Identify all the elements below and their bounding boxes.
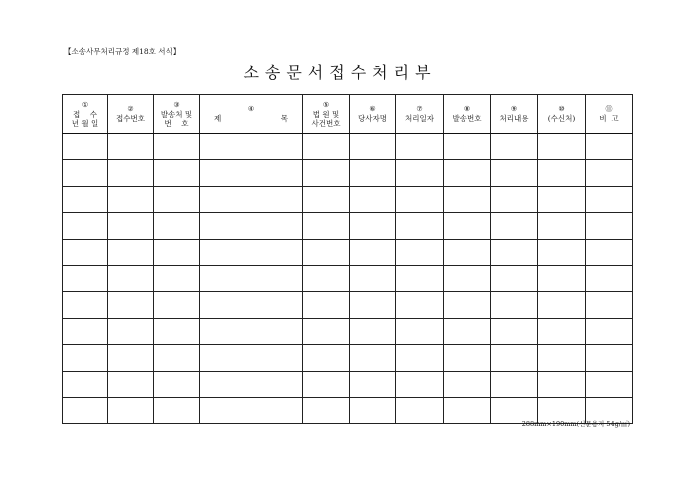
table-cell[interactable] xyxy=(538,318,586,344)
table-cell[interactable] xyxy=(200,397,303,423)
table-cell[interactable] xyxy=(200,371,303,397)
col-label: 법 원 및 사건번호 xyxy=(311,109,341,128)
table-cell[interactable] xyxy=(491,160,538,186)
table-cell[interactable] xyxy=(154,318,200,344)
col-number: ⑩ xyxy=(558,105,565,113)
table-cell[interactable] xyxy=(154,265,200,291)
col-header-subject xyxy=(200,95,303,134)
table-cell[interactable] xyxy=(444,213,491,239)
table-cell[interactable] xyxy=(200,292,303,318)
table-cell[interactable] xyxy=(63,397,108,423)
col-number: ⑤ xyxy=(322,100,330,109)
table-cell[interactable] xyxy=(444,318,491,344)
ledger-body xyxy=(63,134,633,424)
table-cell[interactable] xyxy=(154,186,200,212)
table-cell[interactable] xyxy=(491,345,538,371)
table-cell[interactable] xyxy=(538,292,586,318)
table-cell[interactable] xyxy=(491,318,538,344)
table-cell[interactable] xyxy=(444,160,491,186)
col-number: ⑪ xyxy=(605,105,613,113)
table-cell[interactable] xyxy=(350,186,396,212)
col-label: 처리일자 xyxy=(405,114,434,123)
table-cell[interactable] xyxy=(586,186,633,212)
table-cell[interactable] xyxy=(491,371,538,397)
table-cell[interactable] xyxy=(303,371,350,397)
col-header-receipt-number xyxy=(108,95,154,134)
table-cell[interactable] xyxy=(200,265,303,291)
table-cell[interactable] xyxy=(444,345,491,371)
table-cell[interactable] xyxy=(396,265,444,291)
table-cell[interactable] xyxy=(108,239,154,265)
table-cell[interactable] xyxy=(538,160,586,186)
table-cell[interactable] xyxy=(538,213,586,239)
table-cell[interactable] xyxy=(586,134,633,160)
col-number: ⑧ xyxy=(463,105,471,113)
table-cell[interactable] xyxy=(303,318,350,344)
col-number: ⑥ xyxy=(369,105,376,113)
col-number: ⑦ xyxy=(416,105,423,113)
table-cell[interactable] xyxy=(303,345,350,371)
form-number-label: 【소송사무처리규정 제18호 서식】 xyxy=(64,47,181,56)
table-cell[interactable] xyxy=(350,134,396,160)
table-cell[interactable] xyxy=(586,371,633,397)
table-cell[interactable] xyxy=(350,213,396,239)
table-cell[interactable] xyxy=(303,186,350,212)
col-number: ① xyxy=(81,100,89,109)
col-number: ④ xyxy=(247,105,255,113)
table-cell[interactable] xyxy=(303,213,350,239)
table-row xyxy=(63,371,633,397)
table-cell[interactable] xyxy=(63,239,108,265)
col-header-sender xyxy=(154,95,200,134)
table-cell[interactable] xyxy=(396,397,444,423)
table-cell[interactable] xyxy=(491,292,538,318)
table-cell[interactable] xyxy=(63,345,108,371)
document-title: 소송문서접수처리부 xyxy=(243,63,437,82)
table-cell[interactable] xyxy=(200,213,303,239)
table-cell[interactable] xyxy=(154,371,200,397)
col-header-recipient xyxy=(538,95,586,134)
table-cell[interactable] xyxy=(586,345,633,371)
table-row xyxy=(63,239,633,265)
col-label: (수신처) xyxy=(547,114,576,123)
header-row xyxy=(63,95,633,134)
table-cell[interactable] xyxy=(396,292,444,318)
table-cell[interactable] xyxy=(396,213,444,239)
table-cell[interactable] xyxy=(200,345,303,371)
table-cell[interactable] xyxy=(303,239,350,265)
table-cell[interactable] xyxy=(396,345,444,371)
table-cell[interactable] xyxy=(303,160,350,186)
col-header-court-case xyxy=(303,95,350,134)
table-row xyxy=(63,213,633,239)
table-cell[interactable] xyxy=(63,213,108,239)
table-row xyxy=(63,292,633,318)
table-cell[interactable] xyxy=(396,239,444,265)
table-cell[interactable] xyxy=(63,371,108,397)
col-label: 접수번호 xyxy=(116,114,145,123)
col-header-remarks xyxy=(586,95,633,134)
table-cell[interactable] xyxy=(154,134,200,160)
table-cell[interactable] xyxy=(396,186,444,212)
col-header-processing-details xyxy=(491,95,538,134)
table-cell[interactable] xyxy=(154,239,200,265)
table-cell[interactable] xyxy=(108,160,154,186)
table-cell[interactable] xyxy=(350,292,396,318)
table-cell[interactable] xyxy=(396,160,444,186)
table-cell[interactable] xyxy=(63,186,108,212)
table-cell[interactable] xyxy=(108,397,154,423)
table-cell[interactable] xyxy=(108,371,154,397)
col-number: ② xyxy=(127,105,134,113)
table-cell[interactable] xyxy=(154,213,200,239)
table-cell[interactable] xyxy=(350,397,396,423)
table-row xyxy=(63,160,633,186)
table-cell[interactable] xyxy=(108,186,154,212)
col-label-part: 제 xyxy=(214,114,222,123)
table-cell[interactable] xyxy=(200,160,303,186)
table-cell[interactable] xyxy=(491,239,538,265)
table-cell[interactable] xyxy=(154,397,200,423)
paper-spec-note: 288mm×190mm(신문용지 54g/㎡) xyxy=(521,420,630,428)
table-cell[interactable] xyxy=(108,292,154,318)
table-cell[interactable] xyxy=(396,318,444,344)
table-cell[interactable] xyxy=(538,371,586,397)
ledger-table xyxy=(62,94,633,424)
table-cell[interactable] xyxy=(108,318,154,344)
table-cell[interactable] xyxy=(444,134,491,160)
col-header-processing-date xyxy=(396,95,444,134)
col-label: 당사자명 xyxy=(358,114,387,123)
table-cell[interactable] xyxy=(154,292,200,318)
table-cell[interactable] xyxy=(538,345,586,371)
table-cell[interactable] xyxy=(586,318,633,344)
table-cell[interactable] xyxy=(444,371,491,397)
table-cell[interactable] xyxy=(586,265,633,291)
table-row xyxy=(63,345,633,371)
table-cell[interactable] xyxy=(63,292,108,318)
table-cell[interactable] xyxy=(63,134,108,160)
table-cell[interactable] xyxy=(491,265,538,291)
table-cell[interactable] xyxy=(350,318,396,344)
table-row xyxy=(63,134,633,160)
table-cell[interactable] xyxy=(303,265,350,291)
table-cell[interactable] xyxy=(200,186,303,212)
table-cell[interactable] xyxy=(538,186,586,212)
table-cell[interactable] xyxy=(444,397,491,423)
table-cell[interactable] xyxy=(350,345,396,371)
table-cell[interactable] xyxy=(200,239,303,265)
table-cell[interactable] xyxy=(586,239,633,265)
table-cell[interactable] xyxy=(108,134,154,160)
table-cell[interactable] xyxy=(444,265,491,291)
table-cell[interactable] xyxy=(350,265,396,291)
table-cell[interactable] xyxy=(491,186,538,212)
table-cell[interactable] xyxy=(538,239,586,265)
table-cell[interactable] xyxy=(491,213,538,239)
table-cell[interactable] xyxy=(586,292,633,318)
table-cell[interactable] xyxy=(63,160,108,186)
table-cell[interactable] xyxy=(444,292,491,318)
table-cell[interactable] xyxy=(303,292,350,318)
col-label: 접 수 년 월 일 xyxy=(71,109,99,128)
table-cell[interactable] xyxy=(538,265,586,291)
table-cell[interactable] xyxy=(350,160,396,186)
table-cell[interactable] xyxy=(154,345,200,371)
table-cell[interactable] xyxy=(108,345,154,371)
table-cell[interactable] xyxy=(350,371,396,397)
table-cell[interactable] xyxy=(63,265,108,291)
col-header-party-name xyxy=(350,95,396,134)
col-header-dispatch-number xyxy=(444,95,491,134)
table-cell[interactable] xyxy=(444,186,491,212)
table-cell[interactable] xyxy=(200,134,303,160)
col-label-part: 목 xyxy=(280,114,288,123)
table-cell[interactable] xyxy=(444,239,491,265)
table-cell[interactable] xyxy=(538,134,586,160)
table-cell[interactable] xyxy=(491,134,538,160)
table-cell[interactable] xyxy=(303,134,350,160)
table-cell[interactable] xyxy=(586,213,633,239)
table-cell[interactable] xyxy=(303,397,350,423)
table-cell[interactable] xyxy=(396,134,444,160)
table-cell[interactable] xyxy=(586,160,633,186)
table-row xyxy=(63,265,633,291)
table-cell[interactable] xyxy=(108,213,154,239)
col-label: 발송처 및 번 호 xyxy=(160,109,193,128)
col-header-receipt-date xyxy=(63,95,108,134)
col-label: 비 고 xyxy=(599,114,619,123)
table-cell[interactable] xyxy=(108,265,154,291)
col-number: ⑨ xyxy=(510,105,518,113)
table-row xyxy=(63,318,633,344)
col-label: 처리내용 xyxy=(499,114,529,123)
table-cell[interactable] xyxy=(200,318,303,344)
col-label: 발송번호 xyxy=(452,114,482,123)
table-cell[interactable] xyxy=(63,318,108,344)
col-number: ③ xyxy=(173,100,180,109)
table-cell[interactable] xyxy=(396,371,444,397)
table-cell[interactable] xyxy=(350,239,396,265)
table-cell[interactable] xyxy=(154,160,200,186)
table-row xyxy=(63,186,633,212)
